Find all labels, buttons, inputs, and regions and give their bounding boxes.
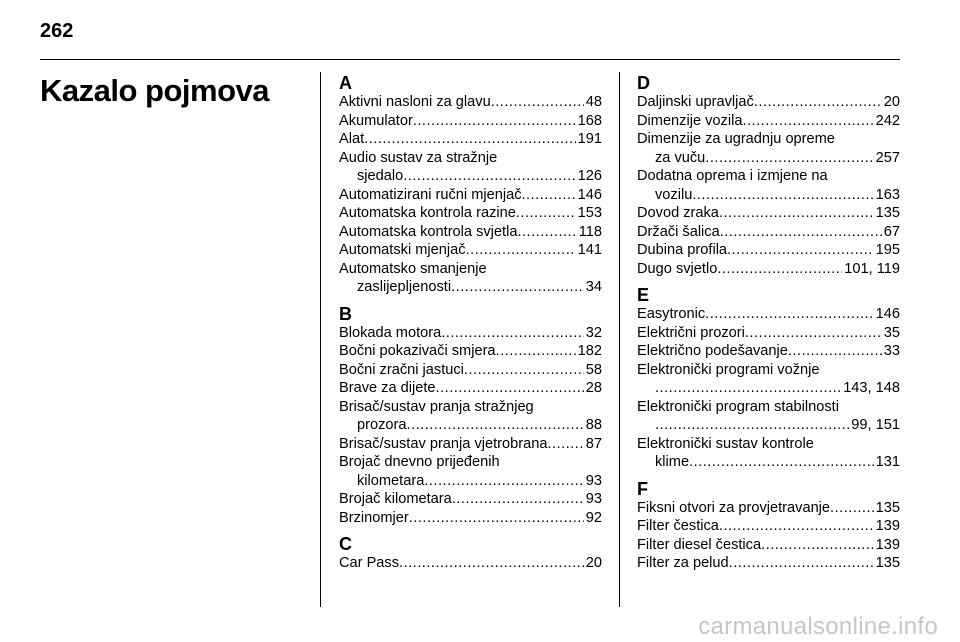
entry-term: Automatska kontrola svjetla (339, 223, 518, 240)
index-entry (339, 435, 602, 454)
entry-term: Car Pass (339, 555, 400, 571)
dot-leader (466, 241, 576, 260)
index-entry (339, 361, 602, 380)
entry-line (339, 361, 602, 380)
index-entry (637, 260, 900, 279)
entry-term: Elektronički programi vožnje (637, 361, 820, 378)
entry-term-continued: zaslijepljenosti (357, 279, 452, 295)
entry-term: Električni prozori (637, 324, 745, 341)
entry-term: Aktivni nasloni za glavu (339, 94, 491, 110)
entry-pages: 146 (875, 306, 900, 322)
index-entry (339, 186, 602, 205)
entry-pages: 141 (577, 242, 602, 258)
section-letter: B (339, 303, 352, 324)
dot-leader (761, 536, 874, 555)
index-entry (339, 260, 602, 297)
entry-pages: 143, 148 (843, 380, 900, 396)
entry-line (637, 305, 900, 324)
entry-term: Filter za pelud (637, 555, 729, 571)
entry-term: Audio sustav za stražnje (339, 149, 498, 166)
dot-leader (655, 379, 841, 398)
entry-line-continued (637, 416, 900, 435)
dot-leader (491, 93, 584, 112)
index-entry (339, 379, 602, 398)
index-entry (339, 112, 602, 131)
entry-pages: 28 (585, 380, 602, 396)
entry-line (339, 324, 602, 343)
entry-term: Dodatna oprema i izmjene na (637, 168, 828, 184)
entry-pages: 146 (577, 186, 602, 203)
dot-leader (717, 260, 842, 279)
index-entry (339, 453, 602, 490)
dot-leader (742, 112, 873, 131)
index-section (637, 479, 900, 573)
index-entry (637, 435, 900, 472)
index-column-2 (637, 72, 900, 573)
entry-line (339, 204, 602, 223)
entry-pages: 20 (585, 555, 602, 571)
entry-term: Dimenzije za ugradnju opreme (637, 131, 835, 147)
dot-leader (517, 223, 576, 242)
entry-pages: 35 (883, 324, 900, 341)
watermark: carmanualsonline.info (698, 613, 938, 640)
index-section (339, 534, 602, 573)
dot-leader (745, 324, 882, 343)
entry-line (637, 167, 900, 186)
entry-line (637, 130, 900, 149)
entry-line (339, 379, 602, 398)
entry-pages: 131 (875, 454, 900, 470)
section-letter: A (339, 73, 352, 93)
dot-leader (719, 204, 874, 223)
entry-term: Dovod zraka (637, 205, 719, 221)
index-entry (637, 361, 900, 398)
index-entry (339, 490, 602, 509)
entry-line (637, 536, 900, 555)
index-entry (637, 130, 900, 167)
index-entry (339, 398, 602, 435)
entry-term: Blokada motora (339, 324, 442, 341)
index-entry (637, 499, 900, 518)
index-entry (339, 149, 602, 186)
entry-pages: 118 (578, 223, 602, 240)
entry-pages: 139 (875, 518, 900, 534)
entry-term: Easytronic (637, 306, 706, 322)
dot-leader (727, 241, 874, 260)
index-entry (637, 324, 900, 343)
entry-line (339, 241, 602, 260)
entry-line (637, 554, 900, 573)
entry-pages: 99, 151 (851, 417, 900, 433)
dot-leader (403, 167, 575, 186)
entry-pages: 242 (875, 112, 900, 129)
entry-pages: 101, 119 (844, 260, 900, 277)
index-section (339, 304, 602, 528)
dot-leader (720, 223, 882, 242)
dot-leader (522, 186, 576, 205)
index-entry (339, 93, 602, 112)
dot-leader (451, 278, 584, 297)
entry-term: Bočni zračni jastuci (339, 361, 464, 378)
entry-term: Brisač/sustav pranja vjetrobrana (339, 435, 548, 452)
entry-term: Automatsko smanjenje (339, 260, 487, 277)
entry-term: Automatizirani ručni mjenjač (339, 186, 522, 203)
column-divider-right (619, 72, 620, 607)
index-entry (637, 305, 900, 324)
entry-term: Električno podešavanje (637, 343, 788, 359)
entry-term-continued: vozilu (655, 186, 693, 203)
index-entry (637, 93, 900, 112)
entry-term: Dugo svjetlo (637, 260, 718, 277)
index-column-1 (339, 72, 602, 573)
entry-pages: 135 (875, 555, 900, 571)
entry-line (339, 398, 602, 417)
index-entry (637, 167, 900, 204)
entry-line (637, 204, 900, 223)
entry-term: Fiksni otvori za provjetravanje (637, 499, 831, 516)
section-letter: F (637, 478, 648, 499)
index-entry (637, 112, 900, 131)
entry-pages: 67 (883, 223, 900, 240)
dot-leader (436, 379, 584, 398)
entry-term: Filter diesel čestica (637, 536, 762, 553)
section-letter: D (637, 73, 650, 93)
index-entry (637, 204, 900, 223)
entry-line (339, 509, 602, 528)
dot-leader (406, 416, 583, 435)
index-entry (339, 342, 602, 361)
entry-line (637, 499, 900, 518)
dot-leader (547, 435, 583, 454)
header-rule (40, 59, 900, 60)
index-title: Kazalo pojmova (40, 73, 269, 108)
index-entry (637, 536, 900, 555)
index-section (339, 73, 602, 297)
entry-line (637, 398, 900, 417)
entry-line (637, 517, 900, 536)
entry-term: Bočni pokazivači smjera (339, 343, 496, 359)
index-entry (637, 398, 900, 435)
entry-pages: 48 (585, 94, 602, 110)
index-section (637, 285, 900, 472)
dot-leader (413, 112, 576, 131)
entry-line (339, 260, 602, 279)
dot-leader (692, 186, 873, 205)
entry-term-continued: klime (655, 454, 690, 470)
dot-leader (719, 517, 874, 536)
index-entry (339, 204, 602, 223)
entry-line (339, 130, 602, 149)
dot-leader (729, 554, 874, 573)
entry-term: Držači šalica (637, 223, 720, 240)
entry-line (637, 223, 900, 242)
index-entry (637, 517, 900, 536)
column-divider-left (320, 72, 321, 607)
entry-pages: 168 (577, 112, 602, 129)
dot-leader (754, 93, 882, 112)
entry-pages: 195 (875, 242, 900, 258)
dot-leader (441, 324, 584, 343)
entry-term: Dimenzije vozila (637, 112, 743, 129)
entry-line (339, 186, 602, 205)
entry-term: Alat (339, 131, 365, 147)
entry-line (637, 241, 900, 260)
dot-leader (655, 416, 849, 435)
dot-leader (464, 361, 584, 380)
entry-term: Elektronički sustav kontrole (637, 435, 814, 452)
entry-pages: 32 (585, 324, 602, 341)
index-entry (637, 223, 900, 242)
entry-pages: 163 (875, 186, 900, 203)
entry-line (339, 93, 602, 112)
entry-term: Automatska kontrola razine (339, 205, 516, 221)
entry-line-continued (339, 167, 602, 186)
entry-pages: 139 (875, 536, 900, 553)
dot-leader (364, 130, 575, 149)
entry-line (339, 112, 602, 131)
dot-leader (689, 453, 874, 472)
entry-line (339, 342, 602, 361)
dot-leader (788, 342, 882, 361)
entry-term: Akumulator (339, 112, 413, 129)
entry-pages: 93 (585, 491, 602, 507)
dot-leader (452, 490, 584, 509)
entry-pages: 92 (585, 509, 602, 526)
dot-leader (409, 509, 584, 528)
entry-pages: 87 (585, 435, 602, 452)
entry-term: Brzinomjer (339, 509, 409, 526)
entry-line (339, 435, 602, 454)
index-entry (339, 509, 602, 528)
section-letter: E (637, 285, 650, 305)
index-entry (339, 554, 602, 573)
entry-pages: 88 (585, 417, 602, 433)
entry-pages: 58 (585, 361, 602, 378)
entry-term-continued: sjedalo (357, 168, 404, 184)
entry-line (339, 149, 602, 168)
index-entry (339, 223, 602, 242)
index-entry (637, 241, 900, 260)
entry-pages: 191 (577, 131, 602, 147)
entry-line-continued (339, 472, 602, 491)
entry-line (339, 453, 602, 472)
entry-line-continued (637, 379, 900, 398)
entry-term: Dubina profila (637, 242, 728, 258)
entry-term: Brave za dijete (339, 380, 436, 396)
entry-term: Elektronički program stabilnosti (637, 398, 839, 415)
entry-line (339, 223, 602, 242)
entry-pages: 153 (577, 205, 602, 221)
entry-pages: 20 (883, 94, 900, 110)
entry-line (637, 361, 900, 380)
entry-term: Filter čestica (637, 518, 719, 534)
entry-line-continued (339, 416, 602, 435)
entry-pages: 135 (875, 205, 900, 221)
entry-pages: 126 (577, 168, 602, 184)
entry-line (637, 93, 900, 112)
entry-term: Brojač kilometara (339, 491, 452, 507)
entry-line (637, 260, 900, 279)
entry-term: Brojač dnevno prijeđenih (339, 454, 500, 470)
index-entry (339, 130, 602, 149)
dot-leader (516, 204, 576, 223)
entry-line (637, 112, 900, 131)
index-entry (637, 342, 900, 361)
index-entry (637, 554, 900, 573)
entry-term-continued: prozora (357, 417, 407, 433)
entry-pages: 135 (875, 499, 900, 516)
entry-line-continued (637, 149, 900, 168)
entry-line-continued (339, 278, 602, 297)
entry-line (339, 554, 602, 573)
index-section (637, 73, 900, 278)
entry-pages: 182 (577, 343, 602, 359)
entry-line (637, 324, 900, 343)
entry-term: Brisač/sustav pranja stražnjeg (339, 398, 534, 415)
index-entry (339, 241, 602, 260)
page-number: 262 (40, 20, 74, 42)
dot-leader (399, 554, 584, 573)
entry-pages: 93 (585, 472, 602, 489)
entry-line (637, 342, 900, 361)
dot-leader (496, 342, 576, 361)
entry-term: Automatski mjenjač (339, 242, 466, 258)
dot-leader (705, 149, 873, 168)
entry-line (637, 435, 900, 454)
dot-leader (705, 305, 874, 324)
entry-term: Daljinski upravljač (637, 94, 754, 110)
entry-line-continued (637, 453, 900, 472)
section-letter: C (339, 534, 352, 554)
entry-pages: 33 (883, 343, 900, 359)
entry-line-continued (637, 186, 900, 205)
entry-pages: 34 (585, 279, 602, 295)
dot-leader (830, 499, 874, 518)
entry-term-continued: za vuču (655, 149, 706, 166)
entry-pages: 257 (875, 149, 900, 166)
entry-line (339, 490, 602, 509)
index-entry (339, 324, 602, 343)
dot-leader (424, 472, 583, 491)
entry-term-continued: kilometara (357, 472, 425, 489)
